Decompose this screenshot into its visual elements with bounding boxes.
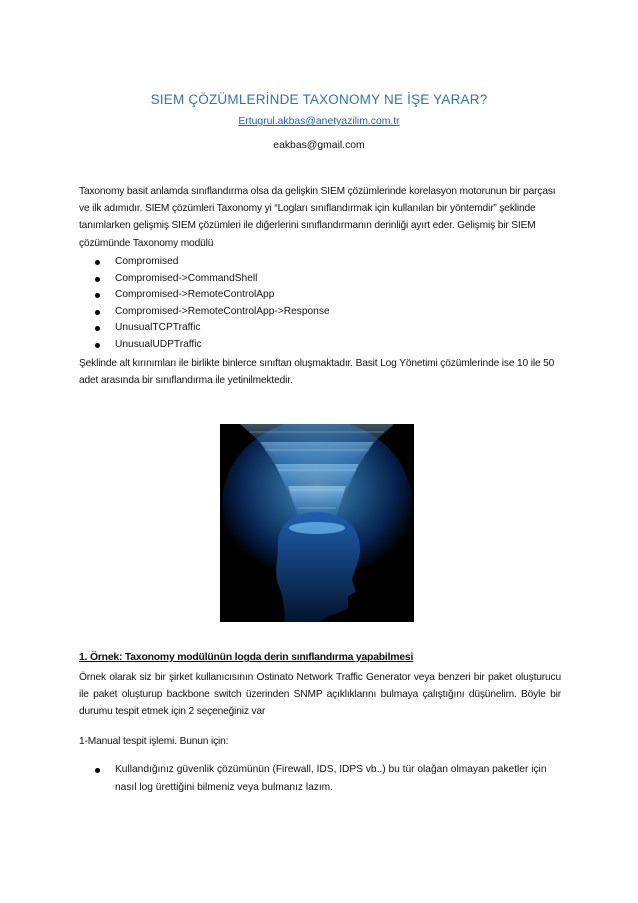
list-item: UnusualUDPTraffic — [79, 337, 559, 354]
author-email: eakbas@gmail.com — [273, 140, 365, 151]
bullet-icon — [95, 326, 100, 331]
list-item: Compromised->RemoteControlApp->Response — [79, 304, 559, 321]
bullet-icon — [95, 768, 100, 773]
manual-list — [79, 761, 559, 797]
document-title: SIEM ÇÖZÜMLERİNDE TAXONOMY NE İŞE YARAR? — [150, 92, 488, 107]
list-item: UnusualTCPTraffic — [79, 320, 559, 337]
manual-step: 1-Manual tespit işlemi. Bunun için: — [79, 736, 229, 747]
paragraph-2: Şeklinde alt kırınımları ile birlikte binlerce sınıftan oluşmaktadır. Basit Log Yönetimi çözümlerinde ise 10 ile 50 adet arasında bir sınıflandırma ile yetinilmektedir. — [79, 358, 555, 387]
list-item: Compromised->RemoteControlApp — [79, 287, 559, 304]
list-item: Kullandığınız güvenlik çözümünün (Firewall, IDS, IDPS vb..) bu tür olağan olmayan paketler için nasıl log ürettiğini bilmeniz veya bulmanız lazım. — [79, 761, 559, 797]
list-item: Compromised->CommandShell — [79, 271, 559, 288]
intro-paragraph: Taxonomy basit anlamda sınıflandırma olsa da gelişkin SIEM çözümlerinde korelasyon motorunun bir parçası ve ilk adımıdır. SIEM çözümleri Taxonomy yi “Logları sınıflandırmak için kullanılan bir yöntemdir” şeklinde tanımlarken gelişmiş SIEM çözümleri ile diğerlerini sınıflandırmanın derinliği ayırt eder. Gelişmiş bir SIEM çözümünde Taxonomy modülü — [79, 186, 556, 249]
author-email-link[interactable]: Ertugrul.akbas@anetyazilim.com.tr — [238, 116, 400, 127]
bullet-icon — [95, 293, 100, 298]
glowing-head-data-illustration — [220, 424, 414, 622]
list-item: Compromised — [79, 254, 559, 271]
example-heading: 1. Örnek: Taxonomy modülünün logda derin sınıflandırma yapabilmesi — [79, 652, 414, 663]
taxonomy-list — [79, 254, 559, 354]
example-paragraph: Örnek olarak siz bir şirket kullanıcısının Ostinato Network Traffic Generator veya benzeri bir paket oluşturucu ile paket oluşturup backbone switch üzerinden SNMP açıklıklarını bulmaya çalıştığını düşünelim. Böyle bir durumu tespit etmek için 2 seçeneğiniz var — [79, 672, 561, 718]
bullet-icon — [95, 277, 100, 282]
bullet-icon — [95, 260, 100, 265]
head-illustration-icon — [220, 424, 414, 622]
bullet-icon — [95, 310, 100, 315]
bullet-icon — [95, 343, 100, 348]
